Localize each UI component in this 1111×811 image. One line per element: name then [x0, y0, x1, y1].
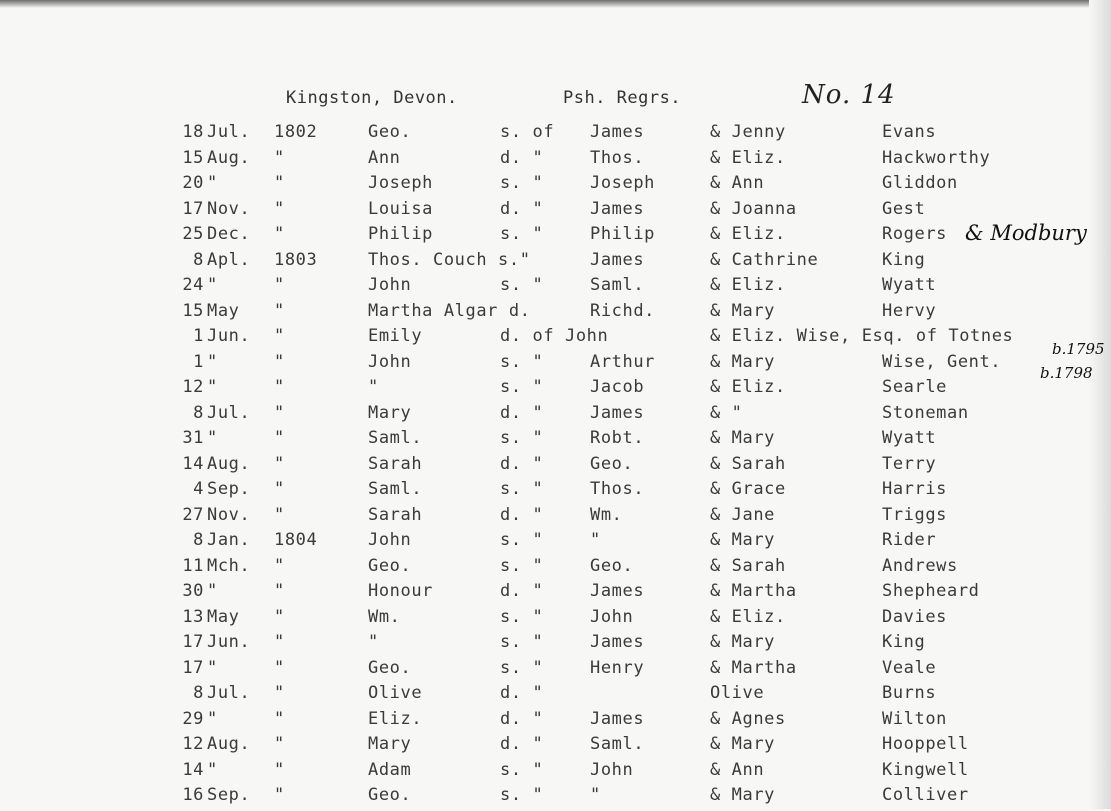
- register-header: [0, 80, 1111, 118]
- entry-child-name: Philip: [368, 224, 434, 244]
- entry-month: ": [207, 759, 218, 780]
- entry-day: 15: [182, 300, 204, 321]
- entry-child-name: Adam: [368, 759, 412, 780]
- entry-mother: & Eliz.: [710, 147, 786, 168]
- page-number: No. 14: [802, 80, 896, 110]
- entry-relation: d. ": [500, 581, 544, 601]
- table-row: [0, 403, 1111, 429]
- entry-surname: Andrews: [882, 555, 958, 576]
- entry-relation: s. ": [500, 479, 544, 499]
- entry-year: ": [274, 581, 285, 601]
- annotation-birth-1798: b.1798: [1040, 364, 1093, 382]
- entry-year: ": [274, 453, 285, 474]
- entry-year: ": [274, 785, 285, 805]
- entry-month: Nov.: [207, 504, 251, 525]
- entry-month: Mch.: [207, 555, 251, 576]
- entry-year: ": [274, 479, 285, 499]
- entry-child-name: Mary: [368, 734, 412, 754]
- entry-father: Jacob: [590, 377, 645, 397]
- entry-day: 14: [182, 453, 204, 474]
- entry-day: 11: [182, 555, 204, 576]
- entry-mother: & Sarah: [710, 453, 786, 474]
- entry-day: 8: [193, 683, 204, 703]
- entry-mother: & Mary: [710, 300, 776, 321]
- entry-mother: & Mary: [710, 530, 776, 550]
- entry-surname: Gliddon: [882, 173, 958, 193]
- entry-father: Geo.: [590, 555, 634, 576]
- entry-year: ": [274, 632, 285, 652]
- entry-year: ": [274, 198, 285, 219]
- entry-child-name: Geo.: [368, 555, 412, 576]
- entry-mother: & Eliz.: [710, 377, 786, 397]
- entry-child-name: Geo.: [368, 785, 412, 805]
- entry-relation: d. ": [500, 453, 544, 474]
- entry-month: Jul.: [207, 683, 251, 703]
- entry-child-name: John: [368, 275, 412, 295]
- entry-mother: & Mary: [710, 428, 776, 448]
- table-row: [0, 224, 1111, 250]
- entry-day: 8: [193, 530, 204, 550]
- entry-relation: s. ": [500, 555, 544, 576]
- table-row: [0, 632, 1111, 658]
- table-row: [0, 428, 1111, 454]
- register-label: Psh. Regrs.: [563, 88, 682, 108]
- entry-year: ": [274, 402, 285, 423]
- entry-relation: d. ": [500, 734, 544, 754]
- entry-month: ": [207, 377, 218, 397]
- entry-month: ": [207, 173, 218, 193]
- entry-day: 12: [182, 377, 204, 397]
- entry-month: Aug.: [207, 147, 251, 168]
- entry-father: James: [590, 632, 645, 652]
- entry-month: Nov.: [207, 198, 251, 219]
- entry-relation: d. ": [500, 147, 544, 168]
- entry-mother: & Mary: [710, 785, 776, 805]
- entry-father: Philip: [590, 224, 656, 244]
- entry-day: 25: [182, 224, 204, 244]
- entry-year: ": [274, 428, 285, 448]
- entry-month: Sep.: [207, 785, 251, 805]
- entry-day: 4: [193, 479, 204, 499]
- entry-month: ": [207, 657, 218, 678]
- entry-surname: Rogers: [882, 224, 948, 244]
- entry-relation: s. ": [500, 759, 544, 780]
- annotation-modbury: & Modbury: [965, 221, 1087, 245]
- entry-father: James: [590, 249, 645, 270]
- table-row: [0, 173, 1111, 199]
- entry-child-name: Sarah: [368, 504, 423, 525]
- entry-child-name: Thos. Couch s.": [368, 249, 531, 270]
- entry-surname: Davies: [882, 606, 948, 627]
- entry-day: 14: [182, 759, 204, 780]
- entry-relation: s. ": [500, 530, 544, 550]
- entry-day: 1: [193, 326, 204, 346]
- entry-day: 8: [193, 402, 204, 423]
- entry-day: 18: [182, 122, 204, 142]
- entry-mother: & Mary: [710, 632, 776, 652]
- table-row: [0, 250, 1111, 276]
- entry-year: ": [274, 224, 285, 244]
- entry-father: Henry: [590, 657, 645, 678]
- entry-day: 17: [182, 657, 204, 678]
- entry-surname: Hackworthy: [882, 147, 991, 168]
- entry-year: ": [274, 275, 285, 295]
- entry-day: 8: [193, 249, 204, 270]
- entry-mother: & Joanna: [710, 198, 797, 219]
- entry-father: Robt.: [590, 428, 645, 448]
- parish-title: Kingston, Devon.: [286, 88, 458, 108]
- entry-year: ": [274, 300, 285, 321]
- entry-relation: s. ": [500, 428, 544, 448]
- entry-relation: s. ": [500, 351, 544, 372]
- table-row: [0, 581, 1111, 607]
- entry-father: Wm.: [590, 504, 623, 525]
- table-row: [0, 530, 1111, 556]
- entry-surname: Colliver: [882, 785, 969, 805]
- entry-mother: & Jenny: [710, 122, 786, 142]
- entry-month: Aug.: [207, 453, 251, 474]
- entry-father: Arthur: [590, 351, 656, 372]
- entry-surname: Burns: [882, 683, 937, 703]
- entry-father: ": [590, 785, 601, 805]
- entry-relation: s. ": [500, 224, 544, 244]
- entry-relation: s. ": [500, 632, 544, 652]
- table-row: [0, 275, 1111, 301]
- entry-relation: s. ": [500, 785, 544, 805]
- entry-month: Sep.: [207, 479, 251, 499]
- table-row: [0, 734, 1111, 760]
- entry-mother: & Eliz.: [710, 224, 786, 244]
- entry-surname: Wyatt: [882, 275, 937, 295]
- entry-father: James: [590, 198, 645, 219]
- entry-mother: & Martha: [710, 657, 797, 678]
- entry-surname: Wise, Gent.: [882, 351, 1002, 372]
- entry-father: James: [590, 122, 645, 142]
- entry-month: ": [207, 428, 218, 448]
- table-row: [0, 760, 1111, 786]
- table-row: [0, 505, 1111, 531]
- entry-day: 27: [182, 504, 204, 525]
- table-row: [0, 785, 1111, 811]
- table-row: [0, 683, 1111, 709]
- table-row: [0, 122, 1111, 148]
- entry-year: ": [274, 173, 285, 193]
- entry-surname: Veale: [882, 657, 937, 678]
- entry-relation: d. ": [500, 198, 544, 219]
- entry-year: 1804: [274, 530, 318, 550]
- entry-month: Jul.: [207, 122, 251, 142]
- entry-day: 17: [182, 198, 204, 219]
- entry-month: May: [207, 300, 240, 321]
- entry-year: ": [274, 326, 285, 346]
- entry-mother: & ": [710, 402, 743, 423]
- entry-child-name: Geo.: [368, 122, 412, 142]
- entry-day: 16: [182, 785, 204, 805]
- entry-relation: d. ": [500, 708, 544, 729]
- entry-year: ": [274, 759, 285, 780]
- entry-mother: & Cathrine: [710, 249, 819, 270]
- entry-relation: d. ": [500, 504, 544, 525]
- entry-relation: s. ": [500, 377, 544, 397]
- entry-child-name: ": [368, 377, 379, 397]
- entry-day: 13: [182, 606, 204, 627]
- entry-surname: King: [882, 249, 926, 270]
- entry-month: ": [207, 708, 218, 729]
- entry-father: James: [590, 402, 645, 423]
- entry-father: Thos.: [590, 147, 645, 168]
- entry-child-name: Emily: [368, 326, 423, 346]
- table-row: [0, 199, 1111, 225]
- entry-child-name: Eliz.: [368, 708, 423, 729]
- entry-day: 17: [182, 632, 204, 652]
- entry-father: Thos.: [590, 479, 645, 499]
- entry-relation: d. of John: [500, 326, 609, 346]
- entry-mother: & Eliz.: [710, 606, 786, 627]
- entry-mother: & Agnes: [710, 708, 786, 729]
- entry-child-name: Ann: [368, 147, 401, 168]
- table-row: [0, 556, 1111, 582]
- entry-child-name: John: [368, 530, 412, 550]
- entry-relation: s. ": [500, 173, 544, 193]
- table-row: [0, 454, 1111, 480]
- entry-year: ": [274, 683, 285, 703]
- entry-father: Richd.: [590, 300, 656, 321]
- entry-relation: d. ": [500, 683, 544, 703]
- entry-day: 30: [182, 581, 204, 601]
- entry-year: ": [274, 504, 285, 525]
- entry-surname: King: [882, 632, 926, 652]
- entry-year: ": [274, 377, 285, 397]
- entry-mother: & Jane: [710, 504, 776, 525]
- entry-mother: & Eliz. Wise, Esq. of Totnes: [710, 326, 1014, 346]
- entry-father: Geo.: [590, 453, 634, 474]
- entry-father: ": [590, 530, 601, 550]
- entry-child-name: Wm.: [368, 606, 401, 627]
- entry-year: 1803: [274, 249, 318, 270]
- entry-relation: s. ": [500, 606, 544, 627]
- entry-father: John: [590, 606, 634, 627]
- entry-surname: Wilton: [882, 708, 948, 729]
- entry-month: Dec.: [207, 224, 251, 244]
- table-row: [0, 479, 1111, 505]
- entry-surname: Stoneman: [882, 402, 969, 423]
- entry-surname: Evans: [882, 122, 937, 142]
- entry-mother: & Mary: [710, 734, 776, 754]
- entry-year: ": [274, 734, 285, 754]
- entry-surname: Hervy: [882, 300, 937, 321]
- entry-mother: & Eliz.: [710, 275, 786, 295]
- entry-mother: & Ann: [710, 759, 765, 780]
- baptism-entries: [0, 122, 1111, 811]
- entry-child-name: Sarah: [368, 453, 423, 474]
- table-row: [0, 658, 1111, 684]
- entry-year: 1802: [274, 122, 318, 142]
- entry-year: ": [274, 555, 285, 576]
- entry-month: Jan.: [207, 530, 251, 550]
- table-row: [0, 326, 1111, 352]
- entry-year: ": [274, 351, 285, 372]
- entry-father: Joseph: [590, 173, 656, 193]
- entry-child-name: Louisa: [368, 198, 434, 219]
- table-row: [0, 148, 1111, 174]
- entry-day: 24: [182, 275, 204, 295]
- entry-father: James: [590, 708, 645, 729]
- entry-surname: Searle: [882, 377, 948, 397]
- page-top-edge: [0, 0, 1111, 8]
- annotation-birth-1795: b.1795: [1052, 340, 1105, 358]
- entry-month: Apl.: [207, 249, 251, 270]
- entry-month: Aug.: [207, 734, 251, 754]
- entry-year: ": [274, 147, 285, 168]
- entry-month: Jun.: [207, 632, 251, 652]
- entry-surname: Terry: [882, 453, 937, 474]
- entry-father: Saml.: [590, 275, 645, 295]
- entry-relation: d. ": [500, 402, 544, 423]
- table-row: [0, 301, 1111, 327]
- entry-child-name: Saml.: [368, 479, 423, 499]
- entry-surname: Wyatt: [882, 428, 937, 448]
- entry-day: 1: [193, 351, 204, 372]
- entry-day: 20: [182, 173, 204, 193]
- entry-child-name: Honour: [368, 581, 434, 601]
- table-row: [0, 709, 1111, 735]
- entry-day: 29: [182, 708, 204, 729]
- entry-month: May: [207, 606, 240, 627]
- entry-year: ": [274, 708, 285, 729]
- entry-year: ": [274, 606, 285, 627]
- entry-child-name: Joseph: [368, 173, 434, 193]
- entry-child-name: Saml.: [368, 428, 423, 448]
- entry-mother: & Ann: [710, 173, 765, 193]
- entry-father: James: [590, 581, 645, 601]
- entry-month: Jul.: [207, 402, 251, 423]
- table-row: [0, 352, 1111, 378]
- entry-month: ": [207, 581, 218, 601]
- entry-year: ": [274, 657, 285, 678]
- entry-child-name: Mary: [368, 402, 412, 423]
- entry-month: ": [207, 351, 218, 372]
- entry-mother: & Mary: [710, 351, 776, 372]
- entry-relation: s. ": [500, 275, 544, 295]
- entry-surname: Shepheard: [882, 581, 980, 601]
- entry-day: 12: [182, 734, 204, 754]
- entry-day: 31: [182, 428, 204, 448]
- entry-relation: s. ": [500, 657, 544, 678]
- entry-month: Jun.: [207, 326, 251, 346]
- table-row: [0, 607, 1111, 633]
- entry-surname: Harris: [882, 479, 948, 499]
- entry-child-name: Martha Algar d.: [368, 300, 531, 321]
- entry-surname: Gest: [882, 198, 926, 219]
- entry-father: Saml.: [590, 734, 645, 754]
- entry-father: John: [590, 759, 634, 780]
- table-row: [0, 377, 1111, 403]
- entry-surname: Hooppell: [882, 734, 969, 754]
- entry-child-name: ": [368, 632, 379, 652]
- entry-surname: Kingwell: [882, 759, 969, 780]
- entry-child-name: John: [368, 351, 412, 372]
- entry-mother: & Grace: [710, 479, 786, 499]
- entry-mother: & Martha: [710, 581, 797, 601]
- entry-day: 15: [182, 147, 204, 168]
- entry-child-name: Geo.: [368, 657, 412, 678]
- entry-mother: Olive: [710, 683, 765, 703]
- entry-surname: Rider: [882, 530, 937, 550]
- entry-mother: & Sarah: [710, 555, 786, 576]
- entry-relation: s. of: [500, 122, 555, 142]
- entry-month: ": [207, 275, 218, 295]
- entry-child-name: Olive: [368, 683, 423, 703]
- entry-surname: Triggs: [882, 504, 948, 525]
